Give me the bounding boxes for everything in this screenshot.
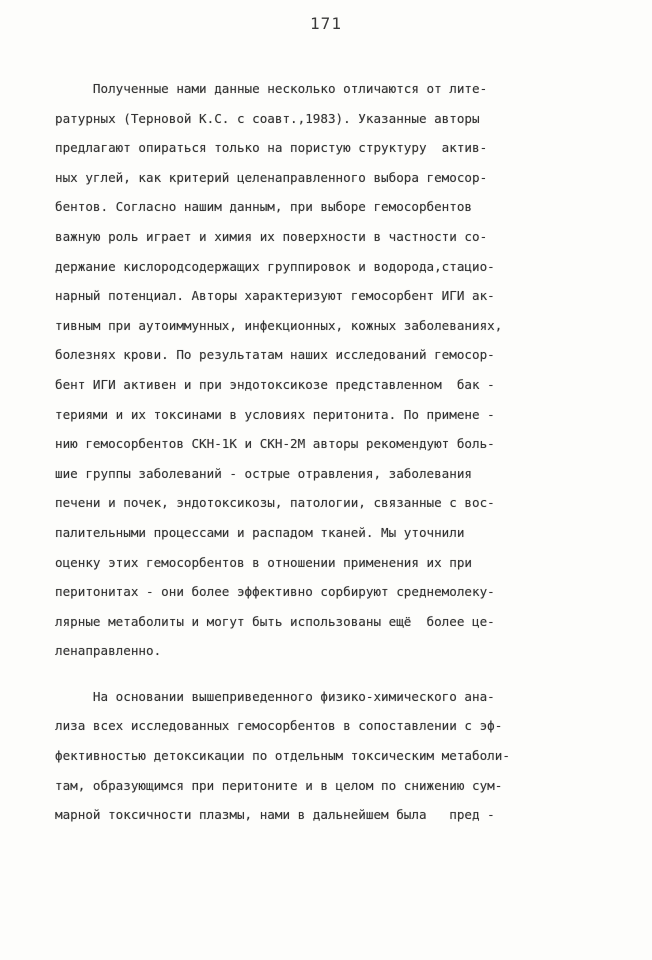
body-text [55, 74, 615, 830]
text-line: фективностью детоксикации по отдельным токсическим метаболи- [55, 748, 510, 764]
paragraph-1 [55, 74, 615, 666]
text-line: там, образующимся при перитоните и в целом по снижению сум- [55, 777, 503, 793]
text-line: Полученные нами данные несколько отличаются от лите- [55, 81, 488, 96]
text-line: нарный потенциал. Авторы характеризуют гемосорбент ИГИ ак- [55, 288, 495, 304]
text-line: предлагают опираться только на пористую структуру актив- [55, 140, 488, 156]
paragraph-spacing [55, 666, 615, 682]
text-line: болезнях крови. По результатам наших исследований гемосор- [55, 347, 495, 363]
text-line: шие группы заболеваний - острые отравления, заболевания [55, 465, 473, 481]
text-line: нию гемосорбентов СКН-1К и СКН-2М авторы рекомендуют боль- [55, 436, 495, 452]
text-line: ратурных (Терновой К.С. с соавт.,1983). Указанные авторы [55, 110, 480, 126]
text-line: важную роль играет и химия их поверхности в частности со- [55, 228, 488, 244]
text-line: ленаправленно. [55, 643, 162, 659]
text-line: тивным при аутоиммунных, инфекционных, кожных заболеваниях, [55, 317, 503, 333]
text-line: На основании вышеприведенного физико-химического ана- [55, 688, 495, 704]
text-line: перитонитах - они более эффективно сорбируют среднемолеку- [55, 584, 495, 600]
text-line: бент ИГИ активен и при эндотоксикозе представленном бак - [55, 376, 495, 392]
text-line: марной токсичности плазмы, нами в дальнейшем была пред - [55, 807, 495, 823]
text-line: ных углей, как критерий целенаправленного выбора гемосор- [55, 169, 488, 185]
text-line: бентов. Согласно нашим данным, при выборе гемосорбентов [55, 199, 473, 215]
text-line: лиза всех исследованных гемосорбентов в сопоставлении с эф- [55, 718, 503, 734]
page-number: 171 [310, 14, 342, 33]
text-line: териями и их токсинами в условиях перитонита. По примене - [55, 406, 495, 422]
text-line: оценку этих гемосорбентов в отношении применения их при [55, 554, 473, 570]
text-line: лярные метаболиты и могут быть использованы ещё более це- [55, 613, 495, 629]
text-line: держание кислородсодержащих группировок и водорода,стацио- [55, 258, 495, 274]
text-line: палительными процессами и распадом тканей. Мы уточнили [55, 524, 465, 540]
paragraph-2 [55, 682, 615, 830]
text-line: печени и почек, эндотоксикозы, патологии, связанные с вос- [55, 495, 495, 511]
